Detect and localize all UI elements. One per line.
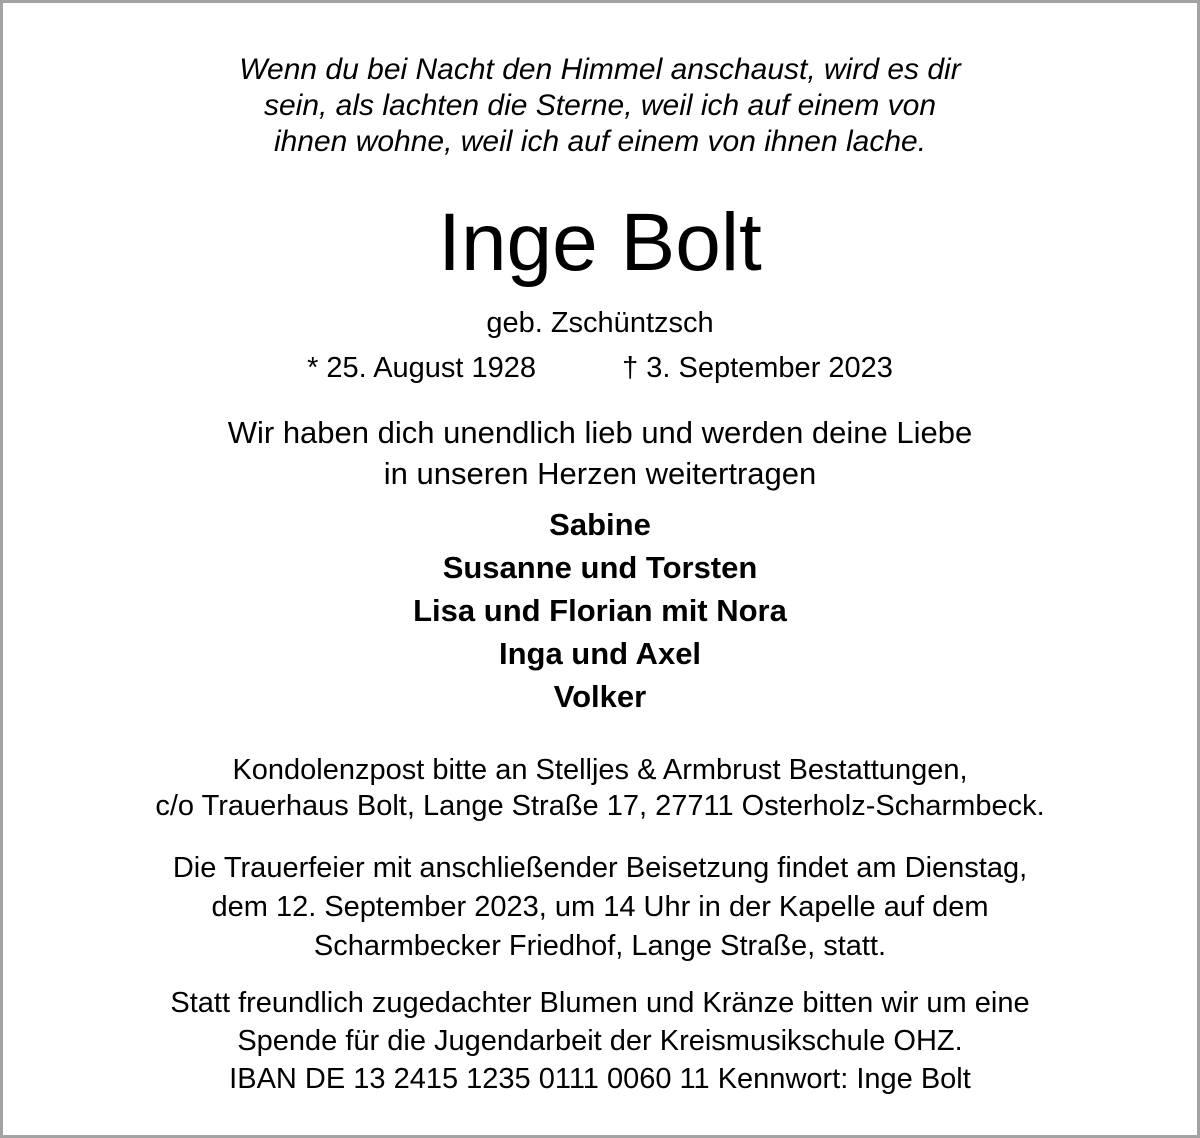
quote-line-2: sein, als lachten die Sterne, weil ich auf einem von (263, 89, 937, 122)
donation-line-2: Spende für die Jugendarbeit der Kreismusikschule OHZ. (237, 1025, 963, 1057)
family-member: Susanne und Torsten (442, 550, 758, 585)
family-member: Volker (553, 679, 647, 714)
quote-line-3: ihnen wohne, weil ich auf einem von ihnen lache. (273, 125, 927, 158)
message-line-1: Wir haben dich unendlich lieb und werden deine Liebe (227, 415, 973, 450)
life-dates (0, 351, 1200, 385)
funeral-line-3: Scharmbecker Friedhof, Lange Straße, statt. (313, 930, 887, 962)
death-date: † 3. September 2023 (622, 352, 893, 384)
condolence-line-1: Kondolenzpost bitte an Stelljes & Armbrust Bestattungen, (232, 754, 968, 786)
quote-line-1: Wenn du bei Nacht den Himmel anschaust, wird es dir (239, 53, 961, 86)
family-member: Sabine (549, 507, 651, 542)
birth-date: * 25. August 1928 (307, 352, 537, 384)
family-member: Lisa und Florian mit Nora (413, 593, 787, 628)
funeral-line-2: dem 12. September 2023, um 14 Uhr in der Kapelle auf dem (211, 891, 989, 923)
birth-name: geb. Zschüntzsch (486, 307, 714, 339)
donation-line-1: Statt freundlich zugedachter Blumen und Kränze bitten wir um eine (170, 987, 1030, 1019)
condolence-line-2: c/o Trauerhaus Bolt, Lange Straße 17, 27711 Osterholz-Scharmbeck. (155, 790, 1045, 822)
family-member: Inga und Axel (498, 636, 702, 671)
funeral-line-1: Die Trauerfeier mit anschließender Beisetzung findet am Dienstag, (172, 852, 1028, 884)
deceased-name: Inge Bolt (438, 197, 762, 288)
iban-line: IBAN DE 13 2415 1235 0111 0060 11 Kennwort: Inge Bolt (229, 1063, 971, 1095)
message-line-2: in unseren Herzen weitertragen (383, 456, 817, 491)
